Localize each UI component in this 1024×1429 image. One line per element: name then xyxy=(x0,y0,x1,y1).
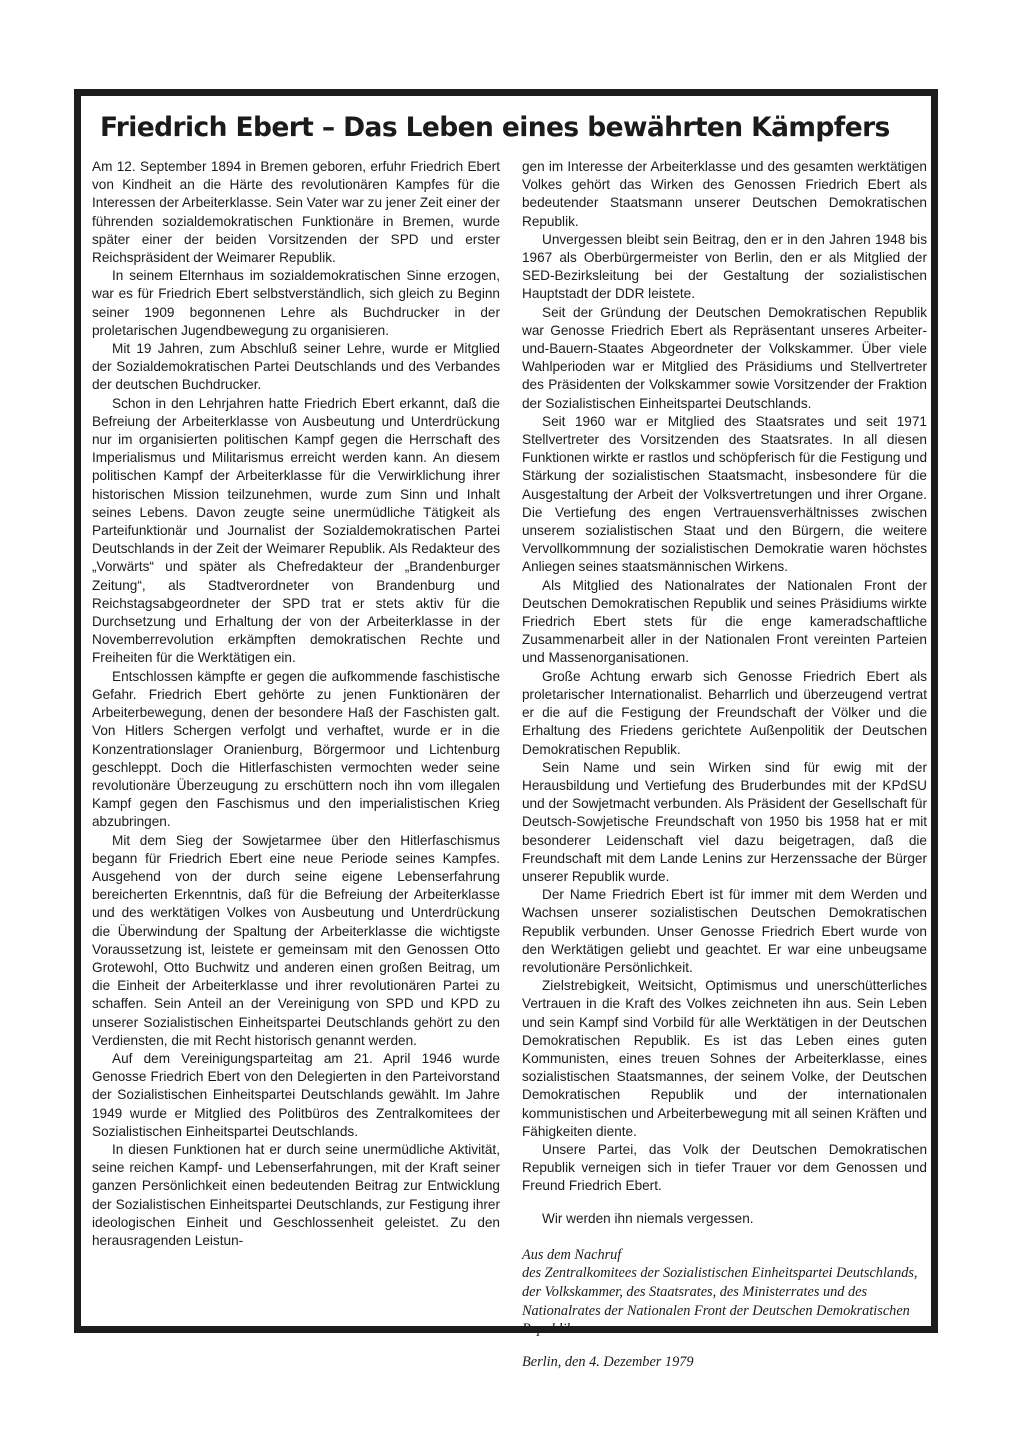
source-text: des Zentralkomitees der Sozialistischen Einheitspartei Deutschlands, der Volkskammer, des Staatsrates, des Ministerrates und des Nationalrates der Nationalen Front der Deutschen Demokratischen Republik xyxy=(522,1265,918,1338)
article-title: Friedrich Ebert – Das Leben eines bewährten Kämpfers xyxy=(100,112,890,143)
paragraph: Seit der Gründung der Deutschen Demokratischen Republik war Genosse Friedrich Ebert als Repräsentant unseres Arbeiter-und-Bauern-Staates Abgeordneter der Volkskammer. Über viele Wahlperioden war er Mitglied des Präsidiums und Stellvertreter des Präsidenten der Volkskammer sowie Vorsitzender der Fraktion der Sozialistischen Einheitspartei Deutschlands. xyxy=(522,304,927,411)
paragraph: Mit 19 Jahren, zum Abschluß seiner Lehre, wurde er Mitglied der Sozialdemokratischen Partei Deutschlands und des Verbandes der deutschen Buchdrucker. xyxy=(92,341,500,393)
left-column xyxy=(92,158,500,1250)
paragraph: Unvergessen bleibt sein Beitrag, den er in den Jahren 1948 bis 1967 als Oberbürgermeister von Berlin, den er als Mitglied der SED-Bezirksleitung bei der Gestaltung der sozialistischen Hauptstadt der DDR leistete. xyxy=(522,231,927,302)
paragraph: Entschlossen kämpfte er gegen die aufkommende faschistische Gefahr. Friedrich Ebert gehörte zu jenen Funktionären der Arbeiterbewegung, denen der besondere Haß der Faschisten galt. Von Hitlers Schergen verfolgt und verhaftet, wurde er in die Konzentrationslager Oranienburg, Börgermoor und Lichtenburg geschleppt. Doch die Hitlerfaschisten vermochten weder seine revolutionäre Überzeugung zu erschüttern noch ihn vom illegalen Kampf gegen den Faschismus und den imperialistischen Krieg abzubringen. xyxy=(92,668,500,830)
signature-block xyxy=(522,1246,927,1372)
paragraph: Auf dem Vereinigungsparteitag am 21. April 1946 wurde Genosse Friedrich Ebert von den Delegierten in den Parteivorstand der Sozialistischen Einheitspartei Deutschlands gewählt. Im Jahre 1949 wurde er Mitglied des Politbüros des Zentralkomitees der Sozialistischen Einheitspartei Deutschlands. xyxy=(92,1050,500,1139)
paragraph: Am 12. September 1894 in Bremen geboren, erfuhr Friedrich Ebert von Kindheit an die Härte des revolutionären Kampfes für die Interessen der Arbeiterklasse. Sein Vater war zu jener Zeit einer der führenden sozialdemokratischen Funktionäre in Bremen, wurde später einer der beiden Vorsitzenden der SPD und erster Reichspräsident der Weimarer Republik. xyxy=(92,159,500,266)
paragraph: Der Name Friedrich Ebert ist für immer mit dem Werden und Wachsen unserer sozialistischen Deutschen Demokratischen Republik verbunden. Unser Genosse Friedrich Ebert wurde von den Werktätigen geliebt und geachtet. Er war eine unbeugsame revolutionäre Persönlichkeit. xyxy=(522,887,927,975)
paragraph: In seinem Elternhaus im sozialdemokratischen Sinne erzogen, war es für Friedrich Ebert selbstverständlich, sich gleich zu Beginn seiner 1909 begonnenen Lehre als Buchdrucker in der proletarischen Jugendbewegung zu organisieren. xyxy=(92,268,500,338)
paragraph: In diesen Funktionen hat er durch seine unermüdliche Aktivität, seine reichen Kampf- und Lebenserfahrungen, mit der Kraft seiner ganzen Persönlichkeit einen bedeutenden Beitrag zur Entwicklung der Sozialistischen Einheitspartei Deutschlands, zur Festigung ihrer ideologischen Einheit und Geschlossenheit geleistet. Zu den herausragenden Leistun- xyxy=(92,1141,500,1248)
paragraph: Schon in den Lehrjahren hatte Friedrich Ebert erkannt, daß die Befreiung der Arbeiterklasse von Ausbeutung und Unterdrückung nur im organisierten politischen Kampf gegen die Herrschaft des Imperialismus und Militarismus erreicht werden kann. An diesem politischen Kampf der Arbeiterklasse für die Verwirklichung ihrer historischen Mission teilzunehmen, wurde zum Sinn und Inhalt seines Lebens. Davon zeugte seine unermüdliche Tätigkeit als Parteifunktionär und Journalist der Sozialdemokratischen Partei Deutschlands in der Zeit der Weimarer Republik. Als Redakteur des „Vorwärts“ und später als Chefredakteur der „Brandenburger Zeitung“, als Stadtverordneter von Brandenburg und Reichstagsabgeordneter der SPD trat er stets aktiv für die Durchsetzung und Erhaltung der von der Arbeiterklasse in der Novemberrevolution erkämpften demokratischen Rechte und Freiheiten für die Werktätigen ein. xyxy=(92,395,500,666)
paragraph: Als Mitglied des Nationalrates der Nationalen Front der Deutschen Demokratischen Republik und seines Präsidiums wirkte Friedrich Ebert stets für die enge kameradschaftliche Zusammenarbeit aller in der Nationalen Front vereinten Parteien und Massenorganisationen. xyxy=(522,577,927,666)
paragraph: Zielstrebigkeit, Weitsicht, Optimismus und unerschütterliches Vertrauen in die Kraft des Volkes zeichneten ihn aus. Sein Leben und sein Kampf sind Vorbild für alle Werktätigen in der Deutschen Demokratischen Republik. Es ist das Leben eines guten Kommunisten, eines treuen Sohnes der Arbeiterklasse, eines sozialistischen Staatsmannes, der seinem Volke, der Deutschen Demokratischen Republik und der internationalen kommunistischen und Arbeiterbewegung mit all seinen Kräften und Fähigkeiten diente. xyxy=(522,978,927,1139)
right-column xyxy=(522,158,927,1371)
source-heading: Aus dem Nachruf xyxy=(522,1246,622,1263)
paragraph: gen im Interesse der Arbeiterklasse und des gesamten werktätigen Volkes gehört das Wirken des Genossen Friedrich Ebert als bedeutender Staatsmann unserer Deutschen Demokratischen Republik. xyxy=(522,159,927,229)
paragraph: Seit 1960 war er Mitglied des Staatsrates und seit 1971 Stellvertreter des Vorsitzenden des Staatsrates. In all diesen Funktionen wirkte er rastlos und schöpferisch für die Festigung und Stärkung der sozialistischen Staatsmacht, insbesondere für die Ausgestaltung der Arbeit der Volksvertretungen und ihrer Organe. Die Vertiefung des engen Vertrauensverhältnisses zwischen unserem sozialistischen Staat und den Bürgern, die weitere Vervollkommnung der sozialistischen Demokratie waren höchstes Anliegen seines staatsmännischen Wirkens. xyxy=(522,413,927,575)
paragraph: Unsere Partei, das Volk der Deutschen Demokratischen Republik verneigen sich in tiefer Trauer vor dem Genossen und Freund Friedrich Ebert. xyxy=(522,1141,927,1194)
paragraph: Sein Name und sein Wirken sind für ewig mit der Herausbildung und Vertiefung des Bruderbundes mit der KPdSU und der Sowjetmacht verbunden. Als Präsident der Gesellschaft für Deutsch-Sowjetische Freundschaft von 1950 bis 1958 hat er mit besonderer Leidenschaft viel dazu beigetragen, daß die Freundschaft mit dem Lande Lenins zur Herzenssache der Bürger unserer Republik wurde. xyxy=(522,759,927,884)
closing-line: Wir werden ihn niemals vergessen. xyxy=(542,1210,754,1226)
paragraph: Mit dem Sieg der Sowjetarmee über den Hitlerfaschismus begann für Friedrich Ebert eine neue Periode seines Kampfes. Ausgehend von der durch seine eigene Lebenserfahrung bereicherten Erkenntnis, daß für die Befreiung der Arbeiterklasse und des werktätigen Volkes von Ausbeutung und Unterdrückung die Überwindung der Spaltung der Arbeiterklasse die wichtigste Voraussetzung ist, leistete er gemeinsam mit den Genossen Otto Grotewohl, Otto Buchwitz und anderen einen großen Beitrag, um die Einheit der Arbeiterklasse und ihrer revolutionären Partei zu schaffen. Sein Anteil an der Vereinigung von SPD und KPD zu unserer Sozialistischen Einheitspartei Deutschlands gehört zu den Verdiensten, die mit Recht historisch genannt werden. xyxy=(92,832,500,1048)
place-date: Berlin, den 4. Dezember 1979 xyxy=(522,1353,694,1370)
paragraph: Große Achtung erwarb sich Genosse Friedrich Ebert als proletarischer Internationalist. Beharrlich und überzeugend vertrat er die auf die Festigung der Freundschaft der Völker und die Erhaltung des Friedens gerichtete Außenpolitik der Deutschen Demokratischen Republik. xyxy=(522,668,927,757)
